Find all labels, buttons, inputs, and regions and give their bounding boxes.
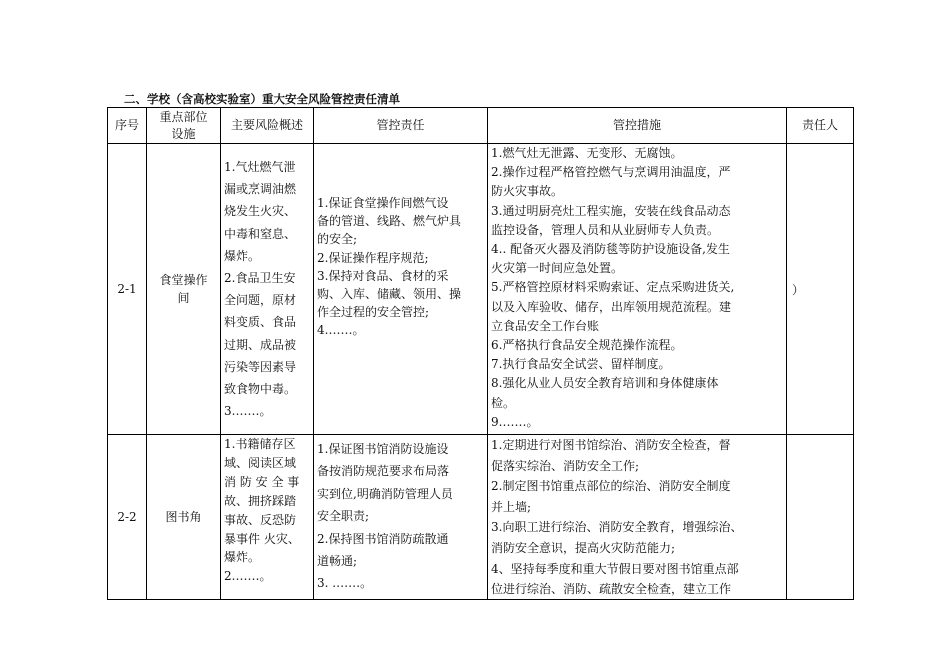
measures-line: 位进行综治、消防、疏散安全检查，建立工作 — [491, 582, 732, 597]
measures-line: 6.严格执行食品安全规范操作流程。 — [491, 338, 683, 353]
header-risk: 主要风险概述 — [221, 108, 314, 144]
measures-line: 4、坚持每季度和重大节假日要对图书馆重点部 — [491, 561, 739, 576]
risk-line: 料变质、食品 — [224, 315, 297, 330]
risk-line: 中毒和窒息、 — [224, 226, 297, 241]
measures-line: 促落实综治、消防安全工作; — [491, 458, 640, 473]
risk-line: 漏或烹调油燃 — [224, 182, 297, 197]
row-no: 2-2 — [108, 435, 147, 600]
responsibility-line: 4.……。 — [317, 323, 365, 338]
row-no: 2-1 — [108, 144, 147, 435]
measures-line: 1.定期进行对图书馆综治、消防安全检查，督 — [491, 438, 731, 452]
responsibility-line: 实到位,明确消防管理人员 — [317, 486, 453, 501]
measures-line: 立食品安全工作台账 — [491, 318, 600, 333]
responsibility-line: 购、入库、储藏、领用、操 — [317, 287, 462, 302]
risk-line: 爆炸。 — [224, 248, 261, 263]
measures-line: 5.严格管控原材料采购索证、定点采购进货关, — [491, 280, 735, 295]
row-location — [147, 144, 221, 435]
responsibility-line: 安全职责; — [317, 509, 370, 524]
measures-line: 4.. 配备灭火器及消防毯等防护设施设备,发生 — [491, 242, 730, 257]
header-location — [147, 108, 221, 144]
responsibility-line: 道畅通; — [317, 554, 358, 569]
row-risk — [221, 435, 314, 600]
table-row — [108, 144, 854, 435]
measures-line: 9.……。 — [491, 414, 539, 429]
risk-line: 1.气灶燃气泄 — [224, 160, 296, 174]
row-responsibility — [314, 435, 488, 600]
header-location-line2: 设施 — [171, 126, 196, 141]
measures-line: 2.制定图书馆重点部位的综治、消防安全制度 — [491, 479, 731, 494]
row-location-line1: 图书角 — [165, 510, 202, 524]
responsibility-line: 2.保持图书馆消防疏散通 — [317, 531, 449, 546]
row-responsibility — [314, 144, 488, 435]
row-measures — [488, 435, 787, 600]
header-person: 责任人 — [787, 108, 854, 144]
responsibility-table — [107, 107, 854, 600]
responsibility-line: 1.保证图书馆消防设施设 — [317, 442, 449, 456]
risk-line: 1.书籍储存区 — [224, 437, 296, 451]
header-location-line1: 重点部位 — [159, 109, 208, 124]
measures-line: 消防安全意识，提高火灾防范能力; — [491, 540, 676, 555]
responsibility-line: 备按消防规范要求布局落 — [317, 464, 450, 479]
responsibility-line: 3. .……。 — [317, 576, 373, 591]
risk-line: 3.……。 — [224, 404, 272, 419]
table-row — [108, 435, 854, 600]
measures-line: 1.燃气灶无泄露、无变形、无腐蚀。 — [491, 146, 683, 160]
risk-line: 域、阅读区域 — [224, 455, 297, 470]
risk-line: 全问题，原材 — [224, 293, 297, 308]
risk-line: 2.……。 — [224, 569, 272, 584]
responsibility-line: 作全过程的安全管控; — [317, 305, 430, 320]
measures-line: 火灾第一时间应急处置。 — [491, 261, 624, 276]
risk-line: 污染等因素导 — [224, 359, 297, 374]
risk-line: 事故、反恐防 — [224, 512, 297, 527]
row-location-line1: 食堂操作 — [159, 273, 208, 287]
row-location-line2: 间 — [177, 291, 190, 305]
risk-line: 烧发生火灾、 — [224, 204, 297, 219]
header-no: 序号 — [108, 108, 147, 144]
measures-line: 8.强化从业人员安全教育培训和身体健康体 — [491, 376, 719, 391]
measures-line: 7.执行食品安全试尝、留样制度。 — [491, 357, 671, 372]
header-row — [108, 108, 854, 144]
measures-line: 并上墙; — [491, 499, 532, 514]
row-location — [147, 435, 221, 600]
responsibility-line: 的安全; — [317, 232, 358, 247]
measures-line: 监控设备，管理人员和从业厨师专人负责。 — [491, 222, 720, 237]
responsibility-line: 1.保证食堂操作间燃气设 — [317, 196, 449, 210]
measures-line: 以及入库验收、储存，出库领用规范流程。建 — [491, 299, 732, 314]
risk-line: 过期、成品被 — [224, 337, 297, 352]
risk-line: 爆炸。 — [224, 550, 261, 565]
measures-line: 检。 — [491, 395, 516, 410]
responsibility-line: 3.保持对食品、食材的采 — [317, 268, 449, 283]
header-measures: 管控措施 — [488, 108, 787, 144]
measures-line: 3.向职工进行综治、消防安全教育，增强综治、 — [491, 520, 743, 535]
risk-line: 故、拥挤踩踏 — [224, 493, 297, 508]
row-risk — [221, 144, 314, 435]
responsibility-line: 备的管道、线路、燃气炉具 — [317, 214, 462, 229]
measures-line: 2.操作过程严格管控燃气与烹调用油温度，严 — [491, 165, 731, 180]
measures-line: 防火灾事故。 — [491, 184, 564, 199]
header-responsibility: 管控责任 — [314, 108, 488, 144]
section-title: 二、学校（含高校实验室）重大安全风险管控责任清单 — [124, 92, 400, 106]
risk-line: 暴事件 火灾、 — [224, 531, 300, 546]
responsibility-line: 2.保证操作程序规范; — [317, 250, 429, 265]
risk-line: 2.食品卫生安 — [224, 271, 296, 286]
row-measures — [488, 144, 787, 435]
risk-line: 致食物中毒。 — [224, 382, 297, 397]
measures-line: 3.通过明厨亮灶工程实施，安装在线食品动态 — [491, 203, 731, 218]
row-person — [787, 435, 854, 600]
row-person: ） — [787, 144, 854, 435]
risk-line: 消 防 安 全 事 — [224, 474, 300, 489]
